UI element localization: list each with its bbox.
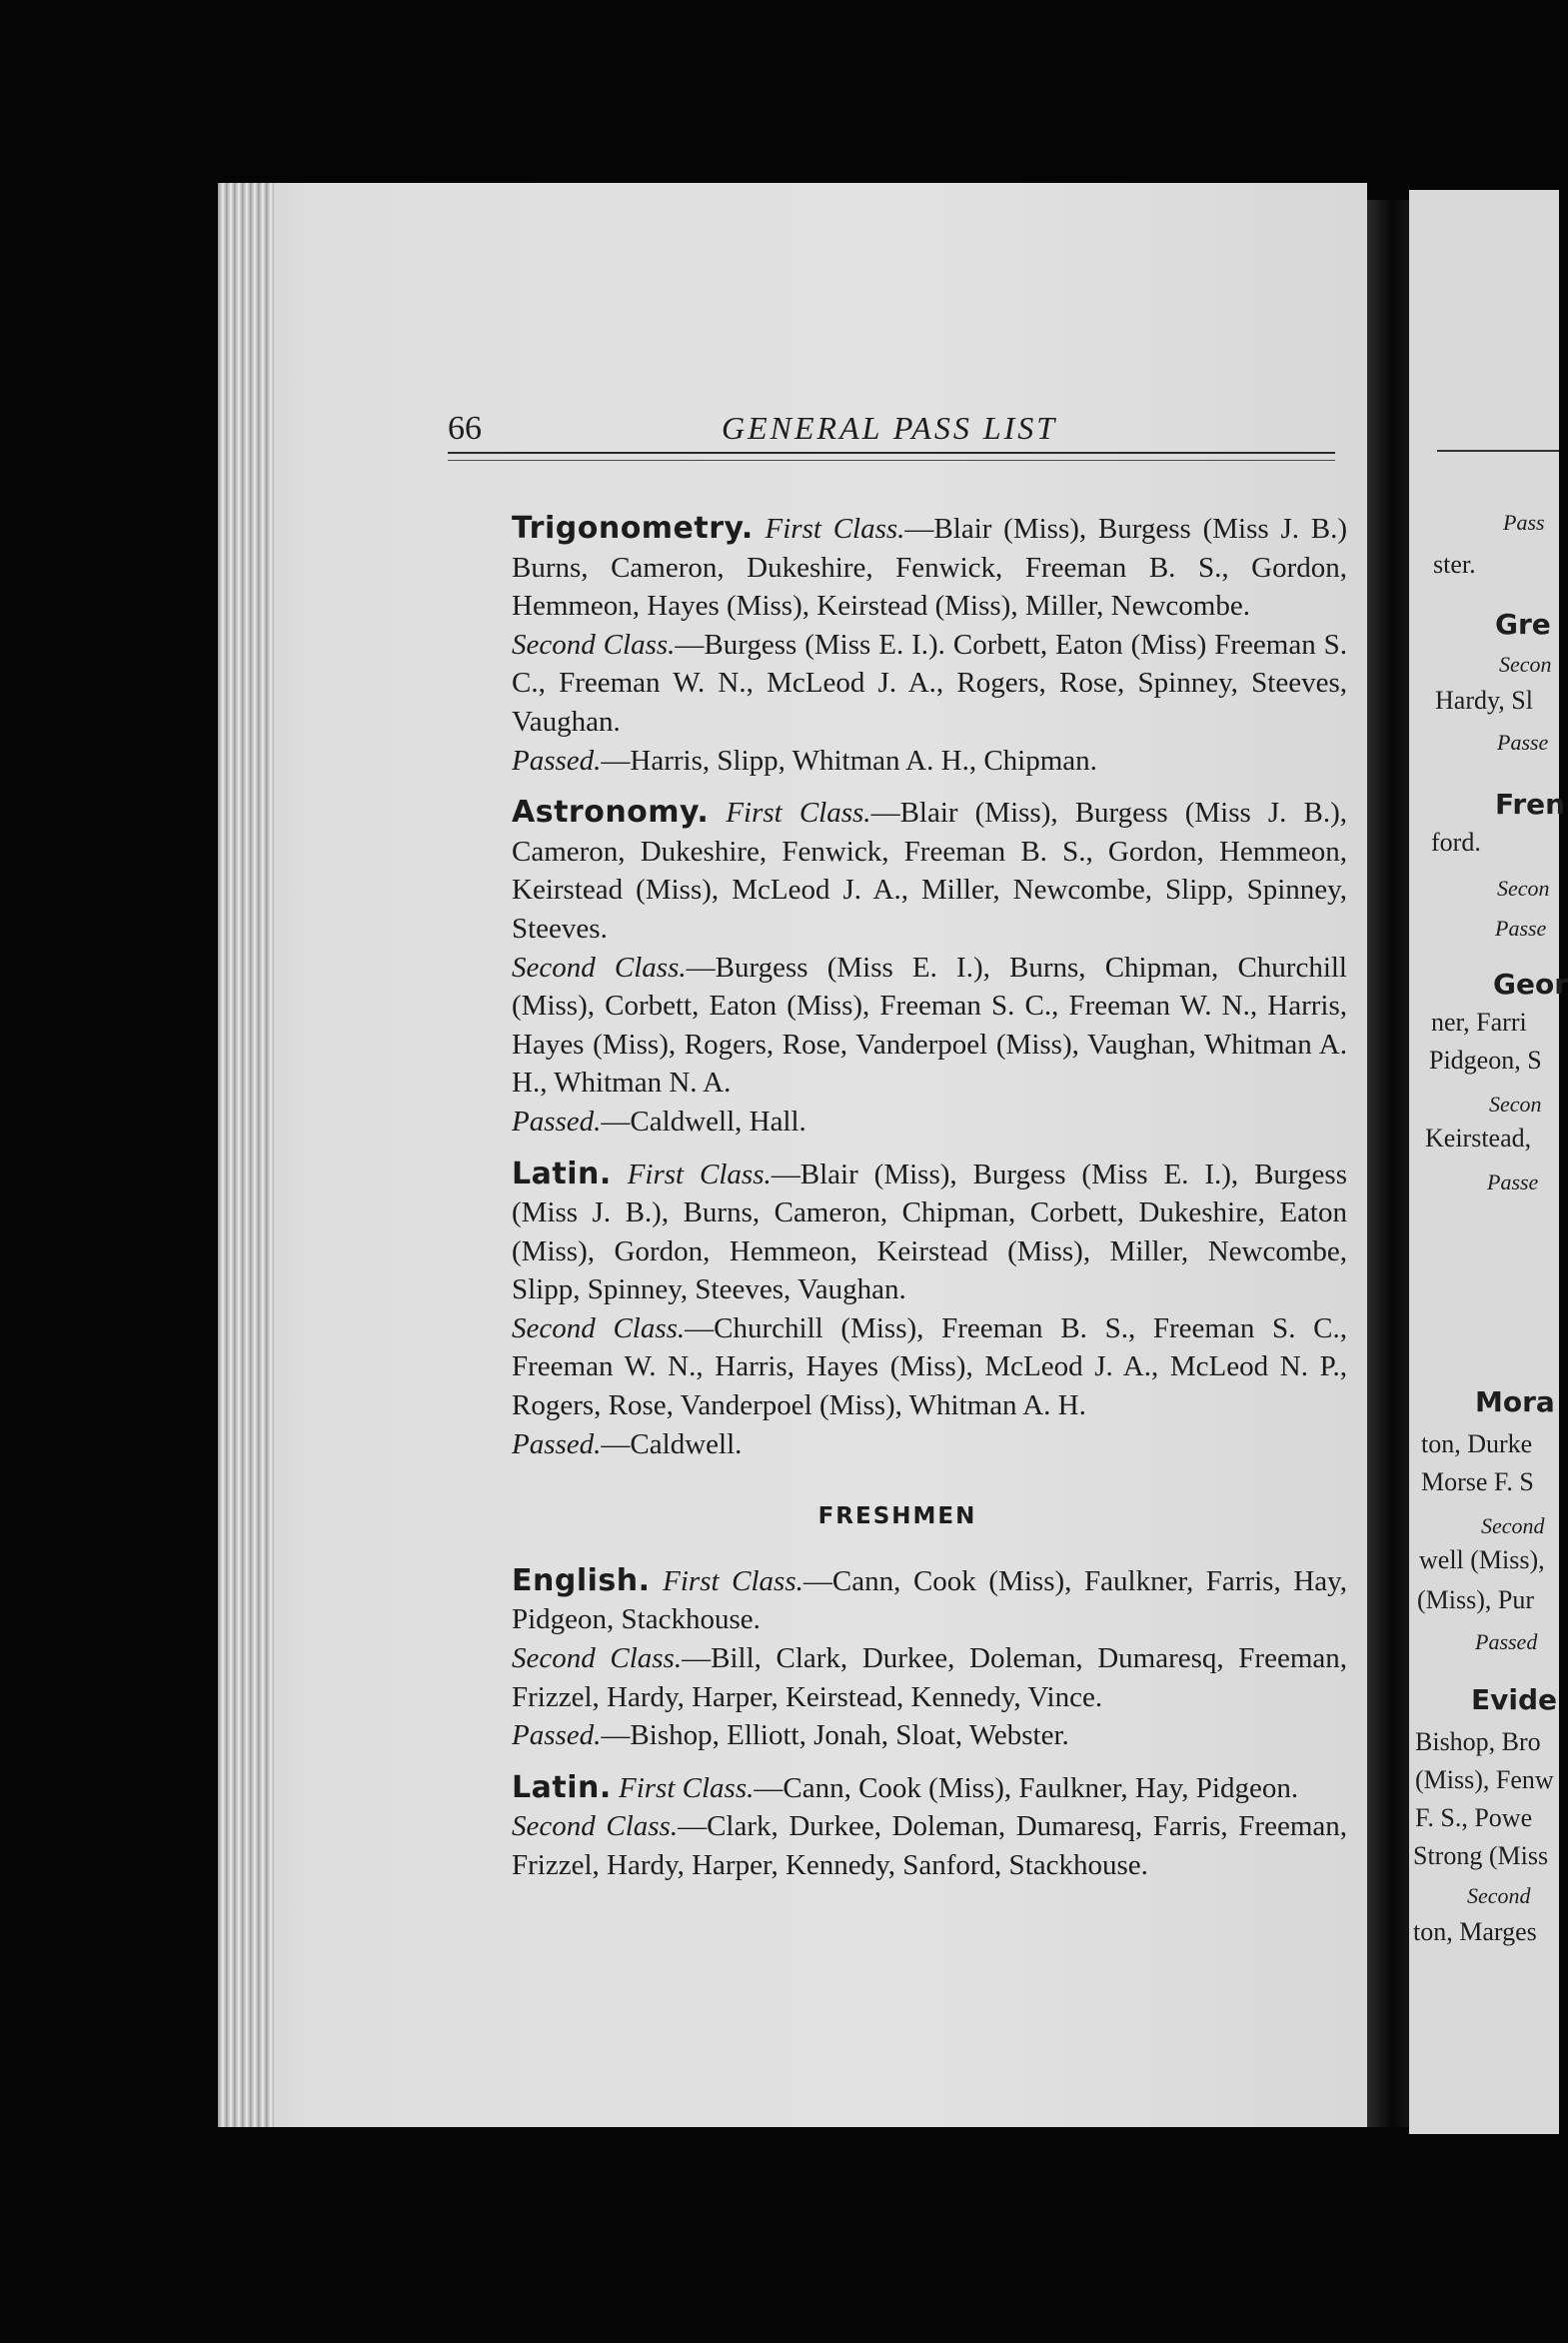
name-list: —Bill, Clark, Durkee, Doleman, Dumaresq, Freeman, Frizzel, Hardy, Harper, Keirstead, Kennedy, Vince. [512,1642,1348,1713]
name-list: —Cann, Cook (Miss), Faulkner, Hay, Pidgeon. [754,1771,1299,1804]
name-list: —Caldwell. [601,1427,743,1460]
facing-fragment: (Miss), Pur [1417,1585,1535,1614]
class-label: Second Class. [512,951,687,984]
facing-fragment: Bishop, Bro [1415,1727,1541,1756]
facing-fragment: well (Miss), [1419,1545,1545,1574]
latin-first-class [448,1156,1347,1309]
facing-fragment: ner, Farri [1431,1008,1527,1037]
facing-fragment: Keirstead, [1425,1124,1532,1153]
header-rule [448,452,1335,461]
name-list: —Clark, Durkee, Doleman, Dumaresq, Farris, Freeman, Frizzel, Hardy, Harper, Kennedy, Sanford, Stackhouse. [512,1810,1347,1881]
english-second-class [448,1639,1347,1716]
subject-heading: English. [512,1562,651,1598]
trigonometry-first-class [448,510,1347,626]
facing-fragment: Secon [1497,876,1550,901]
facing-fragment: Strong (Miss [1413,1841,1549,1870]
class-label: First Class. [627,1158,772,1190]
facing-fragment: Pass [1503,510,1545,535]
facing-fragment: Passe [1495,916,1547,941]
facing-fragment: Secon [1499,652,1552,677]
class-label: Second Class. [512,1642,683,1675]
facing-fragment: F. S., Powe [1415,1803,1533,1832]
facing-page [1409,190,1568,2134]
facing-fragment: Morse F. S [1421,1467,1534,1496]
facing-fragment: Passed [1475,1629,1538,1654]
name-list: —Blair (Miss), Burgess (Miss E. I.), Burgess (Miss J. B.), Burns, Cameron, Chipman, Corbett, Dukeshire, Eaton (Miss), Gordon, Hemmeon, Keirstead (Miss), Miller, Newcombe, Slipp, Spinney, Steeves, Vaughan. [512,1158,1348,1306]
subject-heading: Trigonometry. [512,511,754,546]
facing-header-rule [1437,450,1559,452]
name-list: —Blair (Miss), Burgess (Miss J. B.), Cameron, Dukeshire, Fenwick, Freeman B. S., Gordon, Hemmeon, Keirstead (Miss), McLeod J. A., Miller, Newcombe, Slipp, Spinney, Steeves. [512,797,1347,945]
facing-fragment: Passe [1487,1170,1539,1194]
class-label: First Class. [765,513,905,545]
facing-fragment: Mora [1475,1385,1555,1418]
name-list: —Harris, Slipp, Whitman A. H., Chipman. [601,744,1097,777]
name-list: —Bishop, Elliott, Jonah, Sloat, Webster. [601,1719,1069,1752]
subject-heading: Latin. [512,1769,612,1805]
freshmen-heading: FRESHMEN [817,1503,977,1530]
facing-fragment: Secon [1489,1092,1542,1117]
facing-fragment: ster. [1433,550,1476,579]
freshmen-latin-first-class [448,1769,1347,1808]
class-label: Second Class. [512,628,676,661]
name-list: —Caldwell, Hall. [601,1105,806,1138]
facing-fragment: Fren [1495,788,1566,821]
facing-fragment: Second [1467,1883,1531,1908]
facing-fragment: ton, Durke [1421,1429,1533,1458]
book-gutter [1367,200,1409,2127]
latin-passed [448,1425,1347,1464]
trigonometry-second-class [448,626,1347,742]
facing-fragment: Evide [1471,1683,1558,1716]
latin-second-class [448,1309,1347,1425]
name-list: —Blair (Miss), Burgess (Miss J. B.) Burns, Cameron, Dukeshire, Fenwick, Freeman B. S., Gordon, Hemmeon, Hayes (Miss), Keirstead (Miss), Miller, Newcombe. [512,513,1348,623]
english-passed [448,1716,1347,1755]
facing-fragment: Second [1481,1513,1545,1538]
name-list: —Cann, Cook (Miss), Faulkner, Farris, Hay, Pidgeon, Stackhouse. [512,1564,1348,1636]
page-number: 66 [448,410,482,447]
astronomy-second-class [448,949,1347,1103]
subject-heading: Astronomy. [512,795,710,831]
class-label: First Class. [619,1771,755,1804]
class-label: First Class. [663,1564,803,1597]
class-label: Passed. [512,1719,602,1752]
class-label: Passed. [512,1427,602,1460]
class-label: Second Class. [512,1810,679,1843]
facing-fragment: Hardy, Sl [1435,686,1533,715]
class-label: Passed. [512,1105,602,1138]
facing-fragment: ton, Marges [1413,1917,1537,1946]
pass-list-body [448,510,1347,1885]
page-edge [218,183,274,2127]
astronomy-passed [448,1103,1347,1142]
class-label: Passed. [512,744,602,777]
name-list: —Burgess (Miss E. I.), Burns, Chipman, Churchill (Miss), Corbett, Eaton (Miss), Freeman S. C., Freeman W. N., Harris, Hayes (Miss), Rogers, Rose, Vanderpoel (Miss), Vaughan, Whitman A. H., Whitman N. A. [512,951,1347,1100]
page-header [448,410,1333,456]
subject-heading: Latin. [512,1156,612,1191]
astronomy-first-class [448,794,1347,948]
class-label: First Class. [726,797,871,830]
facing-fragment: Geor [1493,968,1568,1001]
facing-fragment: ford. [1431,828,1481,857]
freshmen-latin-second-class [448,1807,1347,1884]
trigonometry-passed [448,742,1347,781]
english-first-class [448,1562,1347,1639]
class-label: Second Class. [512,1311,686,1344]
facing-fragment: Gre [1495,608,1551,641]
name-list: —Burgess (Miss E. I.). Corbett, Eaton (Miss) Freeman S. C., Freeman W. N., McLeod J. A., Rogers, Rose, Spinney, Steeves, Vaughan. [512,628,1347,738]
facing-fragment: Pidgeon, S [1429,1046,1542,1075]
running-title: GENERAL PASS LIST [722,410,1058,446]
facing-fragment: (Miss), Fenw [1415,1765,1554,1794]
facing-fragment: Passe [1497,730,1549,755]
name-list: —Churchill (Miss), Freeman B. S., Freeman S. C., Freeman W. N., Harris, Hayes (Miss), McLeod J. A., McLeod N. P., Rogers, Rose, Vanderpoel (Miss), Whitman A. H. [512,1311,1347,1422]
